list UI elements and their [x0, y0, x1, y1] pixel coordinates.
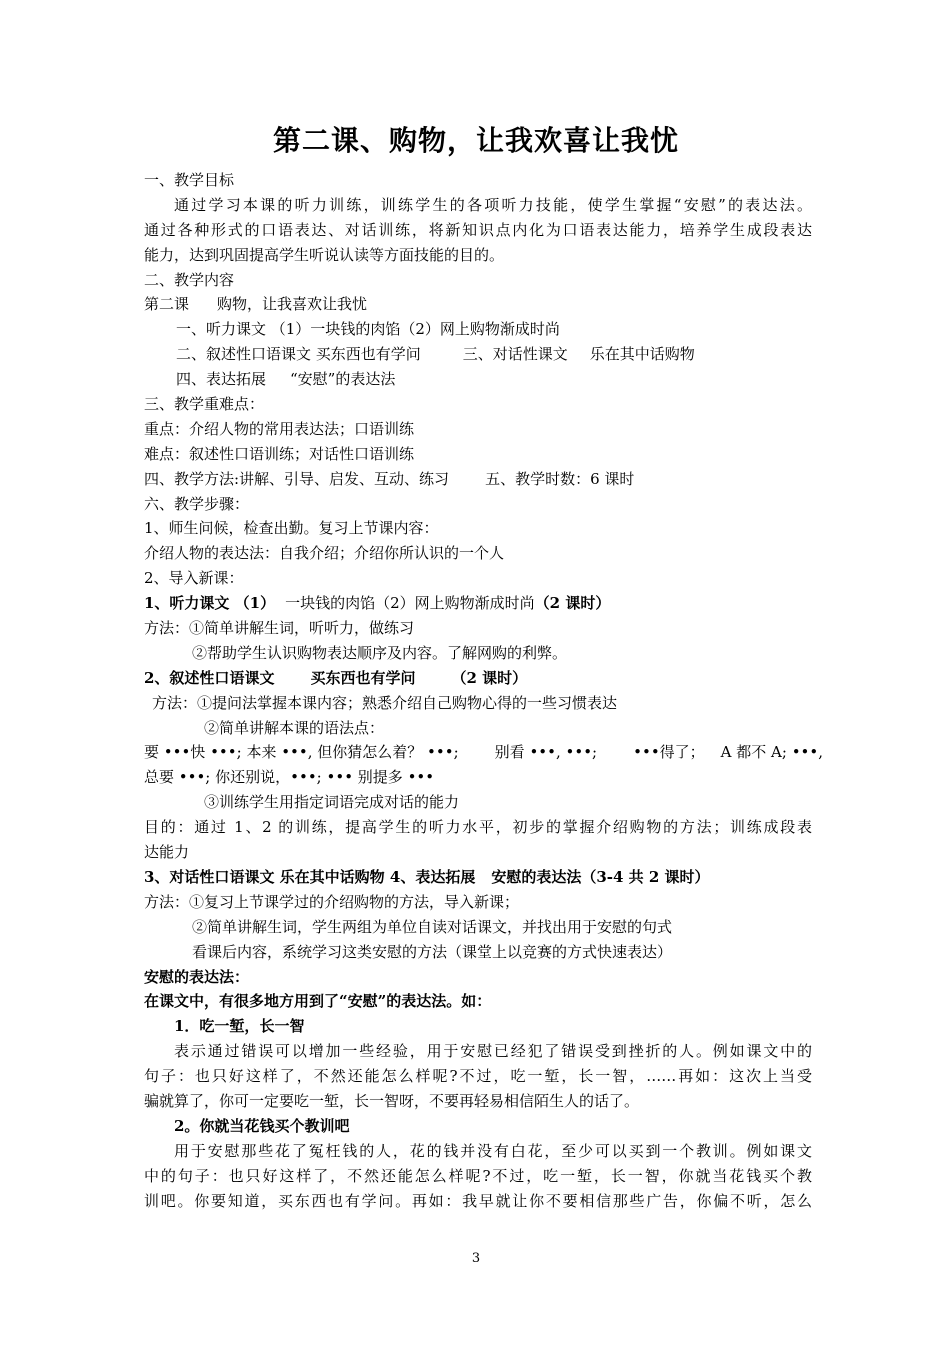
- paragraph-line: 骗就算了，你可一定要吃一堑，长一智呀，不要再轻易相信陌生人的话了。: [144, 1091, 640, 1110]
- content-line: ②简单讲解本课的语法点：: [204, 718, 385, 737]
- step-text: 3、对话性口语课文 乐在其中话购物 4、表达拓展: [144, 867, 476, 886]
- paragraph-line: 目的：通过 1、2 的训练，提高学生的听力水平，初步的掌握介绍购物的方法；训练成段表: [144, 818, 812, 837]
- expression-heading: 1．吃一堑，长一智: [174, 1017, 305, 1036]
- content-line: [144, 342, 812, 367]
- content-line: 难点：叙述性口语训练；对话性口语训练: [144, 444, 415, 463]
- content-line: 2、导入新课：: [144, 569, 244, 588]
- step-duration: （2 课时）: [451, 668, 528, 687]
- step-heading: [144, 666, 812, 691]
- section-heading: 四、教学方法:讲解、引导、启发、互动、练习: [144, 469, 450, 488]
- content-line: ②简单讲解生词，学生两组为单位自读对话课文，并找出用于安慰的句式: [192, 917, 673, 936]
- grammar-part: 别看 •••, •••;: [494, 743, 598, 762]
- grammar-line: 总要 •••; 你还别说，•••; ••• 别提多 •••: [144, 768, 435, 787]
- content-line: 方法：①提问法掌握本课内容；熟悉介绍自己购物心得的一些习惯表达: [152, 693, 618, 712]
- page-number: 3: [471, 1251, 481, 1266]
- step-label: 1、听力课文 （1）: [144, 594, 276, 613]
- content-part: 四、表达拓展: [176, 370, 267, 389]
- lesson-label: 第二课: [144, 295, 190, 314]
- paragraph-line: 句子：也只好这样了，不然还能怎么样呢?不过，吃一堑，长一智，……再如：这次上当受: [144, 1067, 812, 1086]
- content-line: 方法：①复习上节课学过的介绍购物的方法，导入新课；: [144, 892, 520, 911]
- content-line: ③训练学生用指定词语完成对话的能力: [204, 793, 460, 812]
- grammar-part: A 都不 A; •••,: [720, 743, 824, 762]
- content-line: 介绍人物的表达法：自我介绍；介绍你所认识的一个人: [144, 544, 505, 563]
- section-heading: 三、教学重难点：: [144, 395, 265, 414]
- paragraph-line: 通过学习本课的听力训练，训练学生的各项听力技能，使学生掌握“安慰”的表达法。: [174, 195, 812, 214]
- paragraph-line: 能力，达到巩固提高学生听说认读等方面技能的目的。: [144, 245, 505, 264]
- content-line: [144, 467, 812, 492]
- expression-heading: 2。你就当花钱买个教训吧: [174, 1116, 350, 1135]
- step-text: 一块钱的肉馅（2）网上购物渐成时尚: [285, 594, 535, 613]
- step-heading: [144, 591, 812, 616]
- content-line: 重点：介绍人物的常用表达法；口语训练: [144, 419, 415, 438]
- step-label: 2、叙述性口语课文: [144, 668, 275, 687]
- paragraph-line: 达能力: [144, 843, 190, 862]
- lesson-name: 购物，让我喜欢让我忧: [217, 295, 368, 314]
- paragraph-line: 用于安慰那些花了冤枉钱的人，花的钱并没有白花，至少可以买到一个教训。例如课文: [174, 1141, 812, 1160]
- content-line: 一、听力课文 （1）一块钱的肉馅（2）网上购物渐成时尚: [176, 320, 560, 339]
- grammar-part: 要 •••快 •••; 本来 •••, 但你猜怎么着？ •••;: [144, 743, 459, 762]
- subsection-heading: 在课文中，有很多地方用到了“安慰”的表达法。如：: [144, 992, 492, 1011]
- subsection-heading: 安慰的表达法：: [144, 967, 250, 986]
- paragraph-line: 中的句子：也只好这样了，不然还能怎么样呢?不过，吃一堑，长一智，你就当花钱买个教: [144, 1166, 812, 1185]
- lesson-title: 第二课、购物，让我欢喜让我忧: [272, 124, 679, 157]
- section-heading: 一、教学目标: [144, 171, 235, 189]
- content-part: 乐在其中话购物: [589, 345, 695, 364]
- section-heading: 五、教学时数：6 课时: [485, 469, 635, 488]
- grammar-part: •••得了；: [633, 743, 705, 762]
- content-part: 二、叙述性口语课文 买东西也有学问: [176, 345, 421, 364]
- section-heading: 二、教学内容: [144, 270, 235, 289]
- content-line: 方法：①简单讲解生词，听听力，做练习: [144, 619, 415, 638]
- paragraph-line: 表示通过错误可以增加一些经验，用于安慰已经犯了错误受到挫折的人。例如课文中的: [174, 1042, 812, 1061]
- content-line: 1、师生问候，检查出勤。复习上节课内容：: [144, 519, 439, 538]
- step-duration: （2 课时）: [534, 594, 611, 613]
- content-part: 三、对话性课文: [462, 345, 568, 364]
- content-part: “安慰”的表达法: [290, 370, 396, 389]
- content-line: 看课后内容，系统学习这类安慰的方法（课堂上以竞赛的方式快速表达）: [192, 942, 673, 961]
- section-heading: 六、教学步骤：: [144, 494, 250, 513]
- grammar-line: [144, 740, 824, 765]
- paragraph-line: 训吧。你要知道，买东西也有学问。再如：我早就让你不要相信那些广告，你偏不听，怎么: [144, 1191, 812, 1210]
- content-line: [144, 292, 812, 317]
- step-heading: [144, 865, 812, 890]
- step-text: 安慰的表达法（3-4 共 2 课时）: [491, 867, 710, 886]
- content-line: ②帮助学生认识购物表达顺序及内容。了解网购的利弊。: [192, 643, 568, 662]
- content-line: [144, 367, 812, 392]
- lesson-body: [144, 168, 824, 1213]
- step-text: 买东西也有学问: [310, 668, 416, 687]
- paragraph-line: 通过各种形式的口语表达、对话训练，将新知识点内化为口语表达能力，培养学生成段表达: [144, 220, 812, 239]
